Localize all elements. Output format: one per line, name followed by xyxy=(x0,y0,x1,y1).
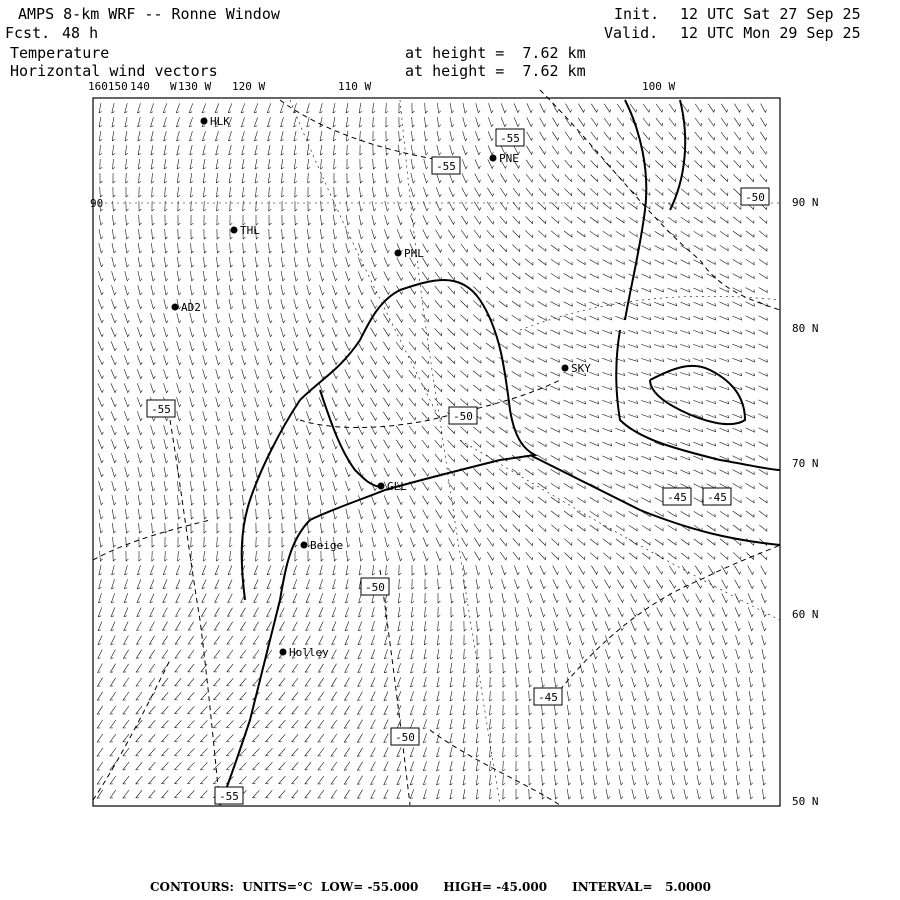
station-marker-sky xyxy=(562,365,569,372)
map-title: AMPS 8-km WRF -- Ronne Window xyxy=(18,5,280,23)
contour-label: -50 xyxy=(745,191,765,204)
init-time: 12 UTC Sat 27 Sep 25 xyxy=(680,5,861,23)
contour-label: -45 xyxy=(707,491,727,504)
left-edge-label: 90 xyxy=(90,197,104,210)
lat-label-80n: 80 N xyxy=(792,322,819,335)
lon-label-120w: 120 W xyxy=(232,80,266,93)
contour-label: -55 xyxy=(436,160,456,173)
map-frame xyxy=(93,98,780,806)
contour-label: -50 xyxy=(453,410,473,423)
station-marker-holley xyxy=(280,649,287,656)
init-label: Init. xyxy=(614,5,660,23)
valid-label: Valid. xyxy=(604,24,659,42)
contour-label: -50 xyxy=(395,731,415,744)
station-marker-thl xyxy=(231,227,238,234)
lon-label-160150: 160150 xyxy=(88,80,128,93)
station-marker-hlk xyxy=(201,118,208,125)
station-label-hlk: HLK xyxy=(210,115,230,128)
lat-label-90n: 90 N xyxy=(792,196,819,209)
station-label-phl: PHL xyxy=(404,247,424,260)
station-label-thl: THL xyxy=(240,224,260,237)
station-label-gll: GLL xyxy=(387,480,407,493)
wind-vector-field xyxy=(97,103,767,799)
station-label-ad2: AD2 xyxy=(181,301,201,314)
contour-label: -45 xyxy=(538,691,558,704)
lon-label-110w: 110 W xyxy=(338,80,372,93)
contour-label: -50 xyxy=(365,581,385,594)
lat-label-50n: 50 N xyxy=(792,795,819,808)
station-label-pne: PNE xyxy=(499,152,519,165)
station-label-holley: Holley xyxy=(289,646,329,659)
station-marker-gll xyxy=(378,483,385,490)
contour-label: -55 xyxy=(500,132,520,145)
contour-label: -45 xyxy=(667,491,687,504)
lon-label-100w: 100 W xyxy=(642,80,676,93)
station-marker-phl xyxy=(395,250,402,257)
station-label-sky: SKY xyxy=(571,362,591,375)
contour-label: -55 xyxy=(151,403,171,416)
coastline xyxy=(220,100,780,805)
height-label-temperature: at height = 7.62 km xyxy=(405,44,586,62)
contour-legend: CONTOURS: UNITS=°C LOW= -55.000 HIGH= -45.000 INTERVAL= 5.0000 xyxy=(150,880,712,894)
lon-label-140: 140 xyxy=(130,80,150,93)
field-name-temperature: Temperature xyxy=(10,44,110,62)
lat-label-60n: 60 N xyxy=(792,608,819,621)
height-label-wind: at height = 7.62 km xyxy=(405,62,586,80)
station-marker-beige xyxy=(301,542,308,549)
valid-time: 12 UTC Mon 29 Sep 25 xyxy=(680,24,861,42)
forecast-hours: 48 h xyxy=(62,24,99,42)
station-marker-pne xyxy=(490,155,497,162)
contour-label: -55 xyxy=(219,790,239,803)
lon-label-130w: 130 W xyxy=(178,80,212,93)
lon-label-w: W xyxy=(170,80,177,93)
lat-label-70n: 70 N xyxy=(792,457,819,470)
field-name-wind: Horizontal wind vectors xyxy=(10,62,218,80)
station-marker-ad2 xyxy=(172,304,179,311)
forecast-label: Fcst. xyxy=(5,24,51,42)
station-label-beige: Beige xyxy=(310,539,344,552)
